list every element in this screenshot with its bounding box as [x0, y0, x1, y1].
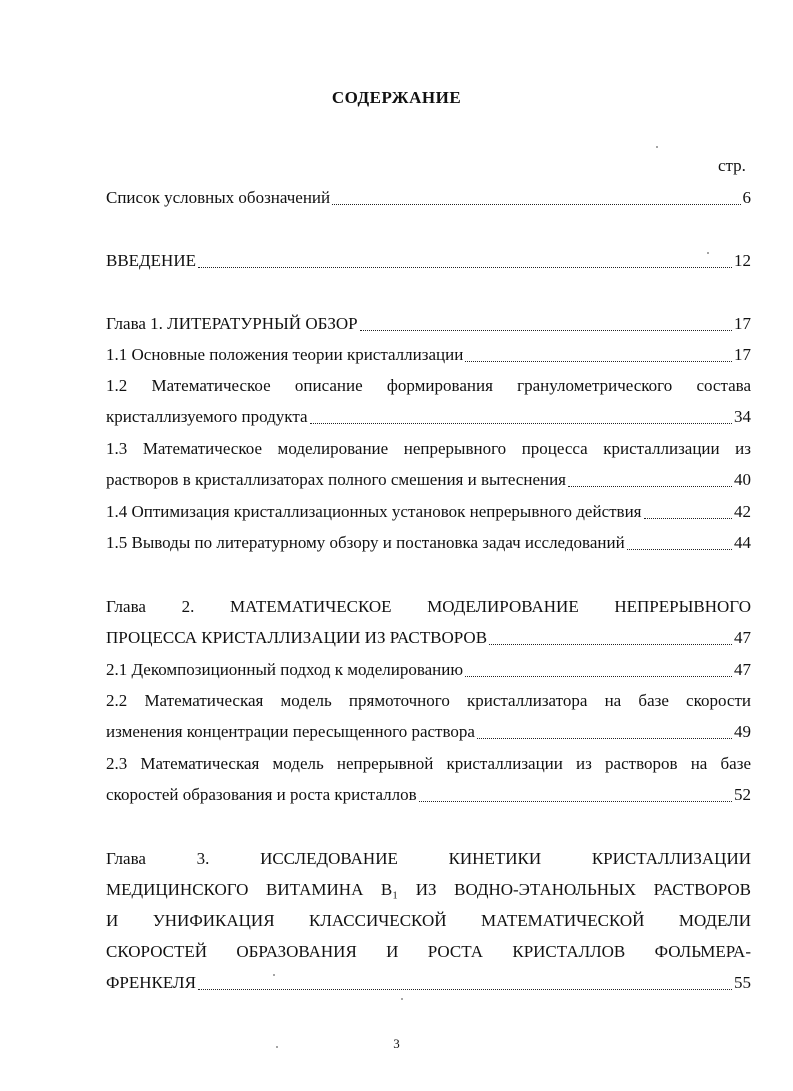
toc-entry-chapter-1[interactable] — [106, 308, 751, 339]
toc-entry-text: Глава 3. ИССЛЕДОВАНИЕ КИНЕТИКИ КРИСТАЛЛИЗАЦИИ — [106, 849, 751, 868]
toc-entry-text: 1.1 Основные положения теории кристаллизации — [106, 345, 464, 364]
toc-page-number: 52 — [734, 785, 751, 804]
leader-dots — [465, 675, 732, 677]
toc-page-number: 17 — [734, 345, 751, 364]
toc-entry-text: изменения концентрации пересыщенного раствора — [106, 722, 475, 741]
toc-page-number: 6 — [742, 188, 751, 207]
toc-entry-text: И УНИФИКАЦИЯ КЛАССИЧЕСКОЙ МАТЕМАТИЧЕСКОЙ МОДЕЛИ — [106, 911, 751, 930]
toc-entry-text: 1.3 Математическое моделирование непрерывного процесса кристаллизации из — [106, 439, 751, 458]
toc-entry-1-3[interactable] — [106, 433, 751, 495]
toc-page-number: 55 — [734, 973, 751, 992]
scan-speck — [273, 974, 275, 976]
toc-page-number: 47 — [734, 628, 751, 647]
scan-speck — [276, 1046, 278, 1048]
toc-entry-text: 1.4 Оптимизация кристаллизационных установок непрерывного действия — [106, 502, 642, 521]
leader-dots — [644, 517, 733, 519]
toc-page-number: 42 — [734, 502, 751, 521]
toc-page-number: 44 — [734, 533, 751, 552]
toc-entry-text: скоростей образования и роста кристаллов — [106, 785, 417, 804]
leader-dots — [465, 360, 732, 362]
toc-entry-text: ФРЕНКЕЛЯ — [106, 973, 196, 992]
toc-entry-1-1[interactable] — [106, 339, 751, 370]
toc-page-number: 17 — [734, 314, 751, 333]
leader-dots — [419, 800, 732, 802]
scan-speck — [707, 252, 709, 254]
toc-entry-introduction[interactable] — [106, 245, 751, 276]
toc-entry-symbols[interactable] — [106, 182, 751, 213]
toc-entry-chapter-2[interactable] — [106, 591, 751, 653]
page-number: 3 — [393, 1036, 400, 1051]
toc-page-number: 47 — [734, 660, 751, 679]
toc-page-number: 12 — [734, 251, 751, 270]
leader-dots — [568, 485, 732, 487]
leader-dots — [198, 988, 732, 990]
toc-page-number: 40 — [734, 470, 751, 489]
toc-entry-text: 2.3 Математическая модель непрерывной кристаллизации из растворов на базе — [106, 754, 751, 773]
toc-entry-text: МЕДИЦИНСКОГО ВИТАМИНА B₁ ИЗ ВОДНО-ЭТАНОЛЬНЫХ РАСТВОРОВ — [106, 880, 751, 899]
toc-entry-1-2[interactable] — [106, 370, 751, 432]
page-column-label: стр. — [718, 156, 746, 175]
toc-entry-text: растворов в кристаллизаторах полного смешения и вытеснения — [106, 470, 567, 489]
toc-entry-2-1[interactable] — [106, 654, 751, 685]
leader-dots — [489, 643, 732, 645]
page-title: СОДЕРЖАНИЕ — [331, 88, 462, 107]
scan-speck — [401, 998, 403, 1000]
leader-dots — [360, 329, 732, 331]
toc-entry-text: 1.5 Выводы по литературному обзору и постановка задач исследований — [106, 533, 625, 552]
toc-entry-2-3[interactable] — [106, 748, 751, 810]
scan-speck — [656, 146, 658, 148]
leader-dots — [477, 737, 732, 739]
leader-dots — [198, 266, 732, 268]
toc-page-number: 49 — [734, 722, 751, 741]
toc-entry-text: ПРОЦЕССА КРИСТАЛЛИЗАЦИИ ИЗ РАСТВОРОВ — [106, 628, 488, 647]
toc-entry-text: Глава 1. ЛИТЕРАТУРНЫЙ ОБЗОР — [106, 314, 358, 333]
toc-entry-text: 1.2 Математическое описание формирования гранулометрического состава — [106, 376, 751, 395]
toc-entry-2-2[interactable] — [106, 685, 751, 747]
toc-entry-1-4[interactable] — [106, 496, 751, 527]
toc-entry-chapter-3[interactable] — [106, 843, 751, 998]
toc-entry-text: СКОРОСТЕЙ ОБРАЗОВАНИЯ И РОСТА КРИСТАЛЛОВ ФОЛЬМЕРА- — [106, 942, 751, 961]
toc-entry-text: 2.1 Декомпозиционный подход к моделированию — [106, 660, 464, 679]
leader-dots — [332, 203, 740, 205]
toc-entry-text: 2.2 Математическая модель прямоточного кристаллизатора на базе скорости — [106, 691, 751, 710]
toc-page-number: 34 — [734, 407, 751, 426]
toc-entry-text: ВВЕДЕНИЕ — [106, 251, 196, 270]
toc-entry-1-5[interactable] — [106, 527, 751, 558]
toc-entry-text: Глава 2. МАТЕМАТИЧЕСКОЕ МОДЕЛИРОВАНИЕ НЕПРЕРЫВНОГО — [106, 597, 751, 616]
leader-dots — [627, 548, 732, 550]
leader-dots — [310, 422, 732, 424]
toc-entry-text: кристаллизуемого продукта — [106, 407, 308, 426]
toc-entry-text: Список условных обозначений — [106, 188, 331, 207]
